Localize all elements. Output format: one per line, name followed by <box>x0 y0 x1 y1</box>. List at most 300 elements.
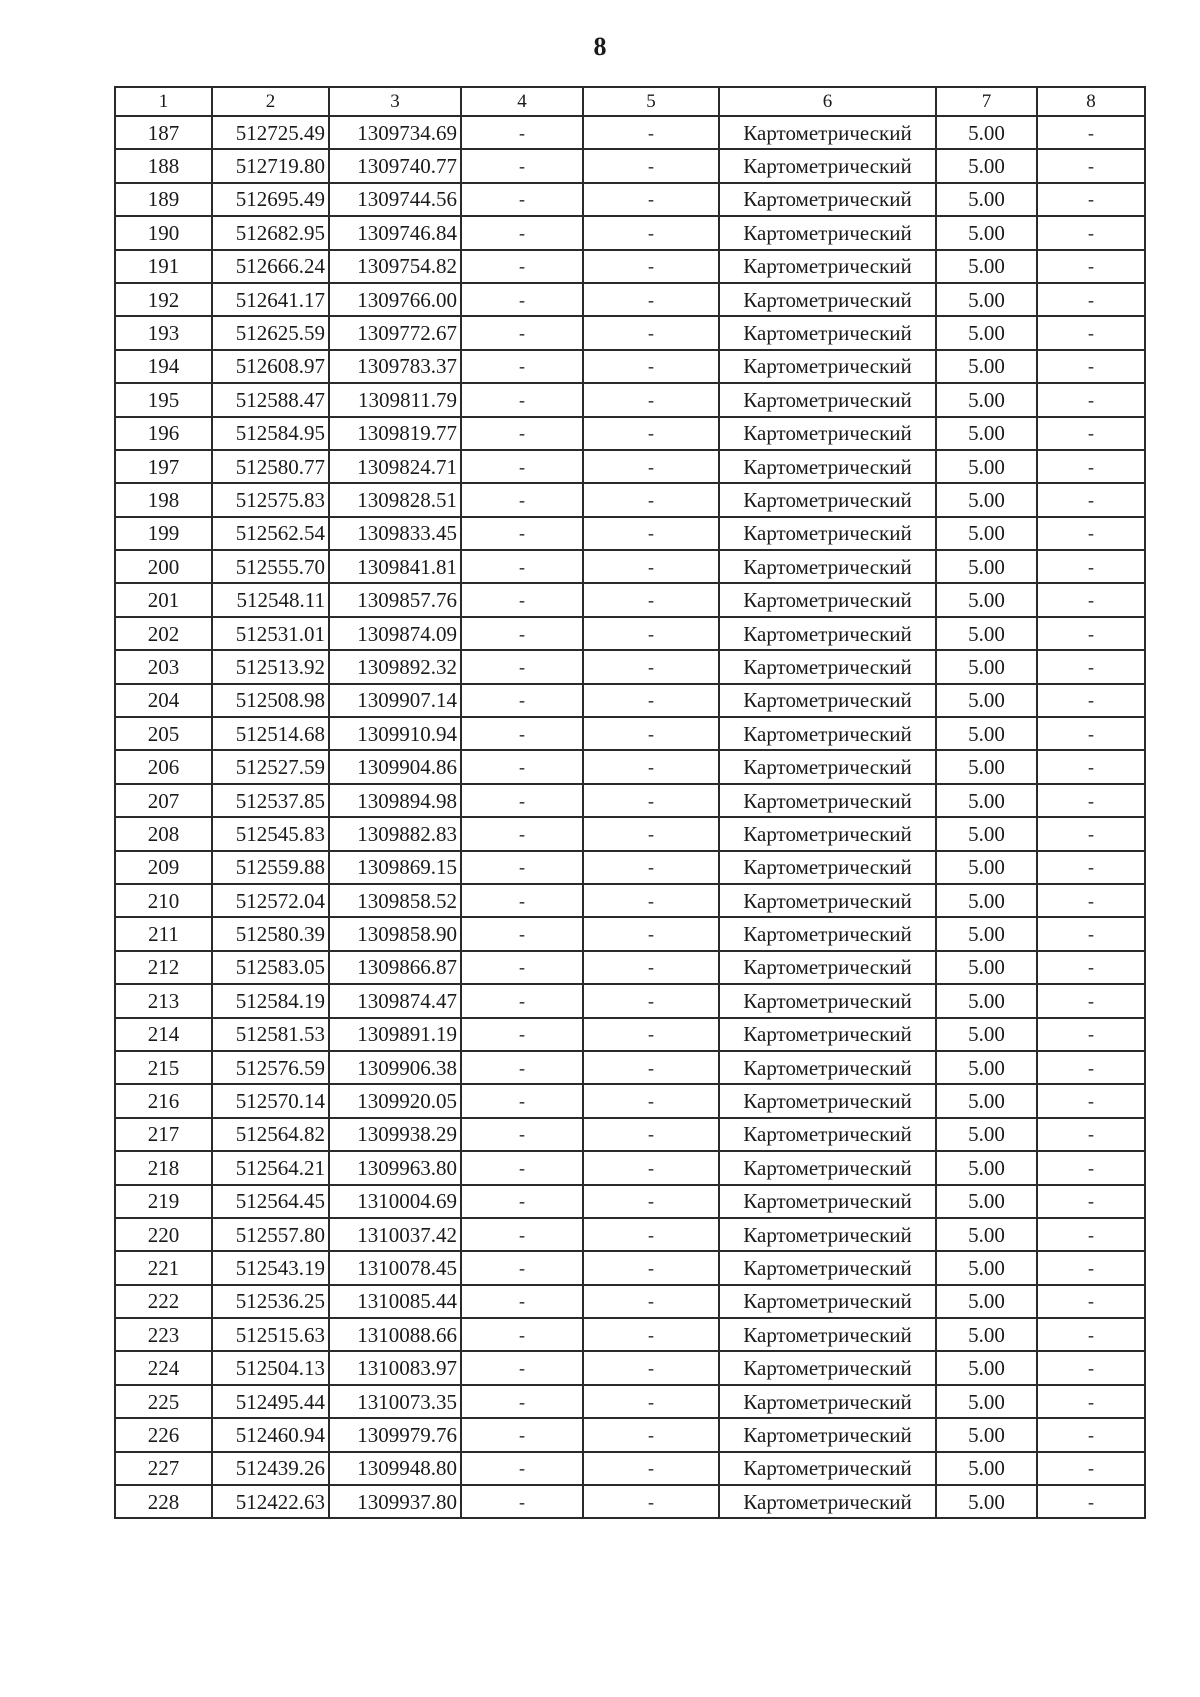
table-cell-col-1: 227 <box>115 1452 212 1485</box>
table-cell-col-7: 5.00 <box>936 1251 1037 1284</box>
table-cell-col-7: 5.00 <box>936 116 1037 149</box>
table-cell-col-4: - <box>461 1151 583 1184</box>
table-cell-col-4: - <box>461 1351 583 1384</box>
table-cell-col-1: 219 <box>115 1185 212 1218</box>
table-cell-col-3: 1309841.81 <box>329 550 461 583</box>
coordinates-table <box>114 86 1146 1519</box>
table-cell-col-6: Картометрический <box>719 1318 936 1351</box>
table-cell-col-7: 5.00 <box>936 1452 1037 1485</box>
table-cell-col-4: - <box>461 383 583 416</box>
table-cell-col-2: 512514.68 <box>212 717 329 750</box>
table-cell-col-4: - <box>461 550 583 583</box>
table-cell-col-5: - <box>583 617 719 650</box>
table-cell-col-8: - <box>1037 984 1145 1017</box>
table-cell-col-5: - <box>583 1118 719 1151</box>
table-cell-col-8: - <box>1037 350 1145 383</box>
table-cell-col-1: 218 <box>115 1151 212 1184</box>
table-cell-col-1: 202 <box>115 617 212 650</box>
table-cell-col-5: - <box>583 984 719 1017</box>
table-cell-col-6: Картометрический <box>719 583 936 616</box>
table-cell-col-1: 222 <box>115 1285 212 1318</box>
table-cell-col-7: 5.00 <box>936 817 1037 850</box>
table-cell-col-8: - <box>1037 250 1145 283</box>
table-row <box>115 784 1145 817</box>
table-cell-col-5: - <box>583 450 719 483</box>
table-cell-col-1: 225 <box>115 1385 212 1418</box>
table-cell-col-6: Картометрический <box>719 250 936 283</box>
table-cell-col-5: - <box>583 851 719 884</box>
table-cell-col-5: - <box>583 583 719 616</box>
table-cell-col-3: 1309857.76 <box>329 583 461 616</box>
table-cell-col-5: - <box>583 884 719 917</box>
table-cell-col-3: 1309979.76 <box>329 1418 461 1451</box>
table-cell-col-3: 1310085.44 <box>329 1285 461 1318</box>
table-cell-col-5: - <box>583 750 719 783</box>
table-cell-col-8: - <box>1037 517 1145 550</box>
table-cell-col-7: 5.00 <box>936 450 1037 483</box>
table-cell-col-1: 212 <box>115 951 212 984</box>
table-cell-col-4: - <box>461 350 583 383</box>
table-row <box>115 717 1145 750</box>
table-cell-col-4: - <box>461 617 583 650</box>
table-cell-col-4: - <box>461 1051 583 1084</box>
table-cell-col-8: - <box>1037 283 1145 316</box>
table-cell-col-4: - <box>461 1285 583 1318</box>
table-cell-col-7: 5.00 <box>936 617 1037 650</box>
table-cell-col-6: Картометрический <box>719 1118 936 1151</box>
table-cell-col-2: 512575.83 <box>212 483 329 516</box>
table-cell-col-5: - <box>583 1452 719 1485</box>
table-cell-col-2: 512572.04 <box>212 884 329 917</box>
table-cell-col-5: - <box>583 1385 719 1418</box>
table-cell-col-3: 1309824.71 <box>329 450 461 483</box>
table-cell-col-3: 1309754.82 <box>329 250 461 283</box>
table-cell-col-1: 209 <box>115 851 212 884</box>
table-cell-col-5: - <box>583 1251 719 1284</box>
table-cell-col-8: - <box>1037 1318 1145 1351</box>
table-cell-col-7: 5.00 <box>936 1018 1037 1051</box>
table-cell-col-3: 1309744.56 <box>329 183 461 216</box>
table-row <box>115 1251 1145 1284</box>
table-cell-col-8: - <box>1037 851 1145 884</box>
table-cell-col-7: 5.00 <box>936 984 1037 1017</box>
table-row <box>115 1418 1145 1451</box>
table-cell-col-2: 512580.77 <box>212 450 329 483</box>
table-cell-col-6: Картометрический <box>719 116 936 149</box>
table-cell-col-8: - <box>1037 1452 1145 1485</box>
table-cell-col-6: Картометрический <box>719 750 936 783</box>
table-cell-col-3: 1309783.37 <box>329 350 461 383</box>
table-cell-col-1: 224 <box>115 1351 212 1384</box>
table-cell-col-6: Картометрический <box>719 851 936 884</box>
table-cell-col-4: - <box>461 750 583 783</box>
table-cell-col-6: Картометрический <box>719 784 936 817</box>
table-cell-col-5: - <box>583 1285 719 1318</box>
table-cell-col-3: 1309869.15 <box>329 851 461 884</box>
table-cell-col-5: - <box>583 1018 719 1051</box>
table-cell-col-6: Картометрический <box>719 884 936 917</box>
table-cell-col-1: 197 <box>115 450 212 483</box>
table-cell-col-2: 512584.19 <box>212 984 329 1017</box>
table-cell-col-4: - <box>461 984 583 1017</box>
table-cell-col-1: 210 <box>115 884 212 917</box>
table-cell-col-6: Картометрический <box>719 1251 936 1284</box>
table-cell-col-5: - <box>583 116 719 149</box>
column-header-2: 2 <box>212 87 329 116</box>
table-cell-col-8: - <box>1037 917 1145 950</box>
table-cell-col-2: 512641.17 <box>212 283 329 316</box>
table-cell-col-6: Картометрический <box>719 383 936 416</box>
table-cell-col-8: - <box>1037 149 1145 182</box>
table-cell-col-2: 512495.44 <box>212 1385 329 1418</box>
table-cell-col-6: Картометрический <box>719 1185 936 1218</box>
table-cell-col-3: 1309891.19 <box>329 1018 461 1051</box>
table-cell-col-2: 512584.95 <box>212 417 329 450</box>
table-cell-col-2: 512545.83 <box>212 817 329 850</box>
table-cell-col-8: - <box>1037 550 1145 583</box>
table-cell-col-4: - <box>461 1452 583 1485</box>
table-cell-col-3: 1309858.90 <box>329 917 461 950</box>
table-cell-col-6: Картометрический <box>719 1084 936 1117</box>
table-cell-col-5: - <box>583 650 719 683</box>
table-cell-col-3: 1310037.42 <box>329 1218 461 1251</box>
table-cell-col-7: 5.00 <box>936 417 1037 450</box>
table-row <box>115 851 1145 884</box>
table-cell-col-4: - <box>461 316 583 349</box>
table-cell-col-3: 1309938.29 <box>329 1118 461 1151</box>
table-cell-col-5: - <box>583 183 719 216</box>
table-cell-col-8: - <box>1037 1185 1145 1218</box>
table-cell-col-2: 512564.21 <box>212 1151 329 1184</box>
table-cell-col-6: Картометрический <box>719 450 936 483</box>
table-cell-col-4: - <box>461 1385 583 1418</box>
table-cell-col-6: Картометрический <box>719 984 936 1017</box>
table-cell-col-8: - <box>1037 1285 1145 1318</box>
table-cell-col-3: 1309948.80 <box>329 1452 461 1485</box>
table-cell-col-7: 5.00 <box>936 784 1037 817</box>
table-cell-col-1: 195 <box>115 383 212 416</box>
table-cell-col-2: 512504.13 <box>212 1351 329 1384</box>
table-cell-col-1: 214 <box>115 1018 212 1051</box>
table-cell-col-8: - <box>1037 1018 1145 1051</box>
table-cell-col-6: Картометрический <box>719 483 936 516</box>
table-cell-col-6: Картометрический <box>719 684 936 717</box>
column-header-1: 1 <box>115 87 212 116</box>
table-cell-col-8: - <box>1037 383 1145 416</box>
table-cell-col-4: - <box>461 1185 583 1218</box>
table-cell-col-4: - <box>461 483 583 516</box>
table-cell-col-6: Картометрический <box>719 1285 936 1318</box>
table-cell-col-7: 5.00 <box>936 1485 1037 1518</box>
table-cell-col-6: Картометрический <box>719 183 936 216</box>
table-cell-col-2: 512576.59 <box>212 1051 329 1084</box>
table-row <box>115 1318 1145 1351</box>
table-cell-col-5: - <box>583 517 719 550</box>
table-row <box>115 884 1145 917</box>
table-cell-col-6: Картометрический <box>719 1218 936 1251</box>
table-cell-col-5: - <box>583 550 719 583</box>
table-cell-col-7: 5.00 <box>936 684 1037 717</box>
table-cell-col-7: 5.00 <box>936 951 1037 984</box>
table-cell-col-7: 5.00 <box>936 350 1037 383</box>
table-cell-col-7: 5.00 <box>936 383 1037 416</box>
table-cell-col-6: Картометрический <box>719 1051 936 1084</box>
table-cell-col-4: - <box>461 1018 583 1051</box>
table-cell-col-2: 512543.19 <box>212 1251 329 1284</box>
table-cell-col-2: 512460.94 <box>212 1418 329 1451</box>
column-header-3: 3 <box>329 87 461 116</box>
table-cell-col-5: - <box>583 1418 719 1451</box>
table-row <box>115 1051 1145 1084</box>
table-cell-col-3: 1309740.77 <box>329 149 461 182</box>
table-cell-col-3: 1309833.45 <box>329 517 461 550</box>
table-row <box>115 1452 1145 1485</box>
column-header-7: 7 <box>936 87 1037 116</box>
table-cell-col-4: - <box>461 1251 583 1284</box>
table-cell-col-2: 512625.59 <box>212 316 329 349</box>
table-row <box>115 1385 1145 1418</box>
table-cell-col-1: 206 <box>115 750 212 783</box>
table-row <box>115 583 1145 616</box>
table-cell-col-8: - <box>1037 417 1145 450</box>
table-cell-col-1: 216 <box>115 1084 212 1117</box>
table-cell-col-1: 217 <box>115 1118 212 1151</box>
table-cell-col-6: Картометрический <box>719 316 936 349</box>
table-cell-col-1: 203 <box>115 650 212 683</box>
table-cell-col-6: Картометрический <box>719 951 936 984</box>
table-cell-col-4: - <box>461 450 583 483</box>
table-cell-col-8: - <box>1037 1151 1145 1184</box>
table-cell-col-3: 1310083.97 <box>329 1351 461 1384</box>
table-cell-col-3: 1309858.52 <box>329 884 461 917</box>
page-number: 8 <box>593 32 607 61</box>
table-cell-col-6: Картометрический <box>719 817 936 850</box>
table-cell-col-5: - <box>583 216 719 249</box>
table-cell-col-5: - <box>583 1218 719 1251</box>
table-row <box>115 1084 1145 1117</box>
table-cell-col-8: - <box>1037 450 1145 483</box>
table-cell-col-8: - <box>1037 1418 1145 1451</box>
table-cell-col-7: 5.00 <box>936 917 1037 950</box>
table-cell-col-7: 5.00 <box>936 216 1037 249</box>
table-row <box>115 617 1145 650</box>
table-body <box>115 116 1145 1518</box>
table-cell-col-6: Картометрический <box>719 283 936 316</box>
table-cell-col-6: Картометрический <box>719 917 936 950</box>
table-cell-col-5: - <box>583 1051 719 1084</box>
table-cell-col-3: 1310088.66 <box>329 1318 461 1351</box>
table-cell-col-8: - <box>1037 1084 1145 1117</box>
table-cell-col-4: - <box>461 149 583 182</box>
table-cell-col-2: 512564.45 <box>212 1185 329 1218</box>
table-cell-col-2: 512666.24 <box>212 250 329 283</box>
table-cell-col-5: - <box>583 1185 719 1218</box>
table-cell-col-4: - <box>461 684 583 717</box>
table-cell-col-2: 512557.80 <box>212 1218 329 1251</box>
table-row <box>115 1218 1145 1251</box>
table-cell-col-1: 215 <box>115 1051 212 1084</box>
table-cell-col-6: Картометрический <box>719 1151 936 1184</box>
table-cell-col-6: Картометрический <box>719 1452 936 1485</box>
table-cell-col-2: 512548.11 <box>212 583 329 616</box>
table-cell-col-3: 1309866.87 <box>329 951 461 984</box>
table-cell-col-3: 1309892.32 <box>329 650 461 683</box>
table-cell-col-6: Картометрический <box>719 1418 936 1451</box>
table-cell-col-8: - <box>1037 1218 1145 1251</box>
table-cell-col-2: 512559.88 <box>212 851 329 884</box>
table-cell-col-1: 198 <box>115 483 212 516</box>
table-cell-col-2: 512608.97 <box>212 350 329 383</box>
table-cell-col-6: Картометрический <box>719 216 936 249</box>
table-cell-col-4: - <box>461 1084 583 1117</box>
table-cell-col-3: 1309963.80 <box>329 1151 461 1184</box>
table-row <box>115 450 1145 483</box>
table-cell-col-8: - <box>1037 884 1145 917</box>
table-cell-col-2: 512581.53 <box>212 1018 329 1051</box>
table-cell-col-6: Картометрический <box>719 717 936 750</box>
table-cell-col-4: - <box>461 1218 583 1251</box>
table-row <box>115 350 1145 383</box>
table-cell-col-7: 5.00 <box>936 183 1037 216</box>
table-cell-col-7: 5.00 <box>936 1385 1037 1418</box>
table-cell-col-2: 512555.70 <box>212 550 329 583</box>
column-header-8: 8 <box>1037 87 1145 116</box>
table-cell-col-5: - <box>583 951 719 984</box>
table-cell-col-7: 5.00 <box>936 149 1037 182</box>
table-cell-col-8: - <box>1037 1385 1145 1418</box>
table-cell-col-4: - <box>461 283 583 316</box>
table-cell-col-7: 5.00 <box>936 1185 1037 1218</box>
table-cell-col-2: 512564.82 <box>212 1118 329 1151</box>
table-cell-col-4: - <box>461 717 583 750</box>
table-cell-col-6: Картометрический <box>719 1385 936 1418</box>
table-cell-col-2: 512719.80 <box>212 149 329 182</box>
table-cell-col-5: - <box>583 817 719 850</box>
table-cell-col-5: - <box>583 383 719 416</box>
table-cell-col-8: - <box>1037 617 1145 650</box>
table-cell-col-3: 1309811.79 <box>329 383 461 416</box>
table-cell-col-7: 5.00 <box>936 884 1037 917</box>
table-cell-col-5: - <box>583 350 719 383</box>
table-cell-col-1: 208 <box>115 817 212 850</box>
table-cell-col-1: 213 <box>115 984 212 1017</box>
table-cell-col-7: 5.00 <box>936 1218 1037 1251</box>
table-cell-col-1: 207 <box>115 784 212 817</box>
table-cell-col-2: 512725.49 <box>212 116 329 149</box>
table-cell-col-8: - <box>1037 1118 1145 1151</box>
table-cell-col-4: - <box>461 250 583 283</box>
table-cell-col-1: 221 <box>115 1251 212 1284</box>
table-cell-col-8: - <box>1037 750 1145 783</box>
table-cell-col-8: - <box>1037 951 1145 984</box>
table-cell-col-2: 512439.26 <box>212 1452 329 1485</box>
table-row <box>115 550 1145 583</box>
table-cell-col-6: Картометрический <box>719 550 936 583</box>
table-cell-col-7: 5.00 <box>936 1151 1037 1184</box>
table-cell-col-8: - <box>1037 1251 1145 1284</box>
table-cell-col-5: - <box>583 1151 719 1184</box>
table-row <box>115 1485 1145 1518</box>
table-cell-col-4: - <box>461 951 583 984</box>
table-cell-col-5: - <box>583 417 719 450</box>
table-cell-col-2: 512695.49 <box>212 183 329 216</box>
table-cell-col-5: - <box>583 784 719 817</box>
table-cell-col-7: 5.00 <box>936 717 1037 750</box>
table-cell-col-7: 5.00 <box>936 1285 1037 1318</box>
column-header-4: 4 <box>461 87 583 116</box>
table-cell-col-4: - <box>461 517 583 550</box>
table-cell-col-3: 1309874.47 <box>329 984 461 1017</box>
table-cell-col-7: 5.00 <box>936 1318 1037 1351</box>
table-cell-col-3: 1309874.09 <box>329 617 461 650</box>
table-cell-col-7: 5.00 <box>936 1418 1037 1451</box>
table-cell-col-6: Картометрический <box>719 617 936 650</box>
table-cell-col-8: - <box>1037 817 1145 850</box>
table-cell-col-3: 1309906.38 <box>329 1051 461 1084</box>
table-row <box>115 1018 1145 1051</box>
table-cell-col-4: - <box>461 1485 583 1518</box>
table-row <box>115 517 1145 550</box>
table-cell-col-1: 191 <box>115 250 212 283</box>
table-row <box>115 1118 1145 1151</box>
table-cell-col-7: 5.00 <box>936 550 1037 583</box>
table-cell-col-1: 188 <box>115 149 212 182</box>
table-cell-col-1: 211 <box>115 917 212 950</box>
table-row <box>115 316 1145 349</box>
table-cell-col-1: 192 <box>115 283 212 316</box>
table-cell-col-6: Картометрический <box>719 149 936 182</box>
table-cell-col-8: - <box>1037 650 1145 683</box>
table-cell-col-7: 5.00 <box>936 1118 1037 1151</box>
table-cell-col-3: 1309766.00 <box>329 283 461 316</box>
table-cell-col-3: 1310004.69 <box>329 1185 461 1218</box>
table-cell-col-7: 5.00 <box>936 517 1037 550</box>
table-cell-col-2: 512588.47 <box>212 383 329 416</box>
table-cell-col-7: 5.00 <box>936 316 1037 349</box>
table-cell-col-5: - <box>583 917 719 950</box>
table-cell-col-1: 199 <box>115 517 212 550</box>
table-row <box>115 417 1145 450</box>
table-cell-col-1: 205 <box>115 717 212 750</box>
table-cell-col-2: 512422.63 <box>212 1485 329 1518</box>
table-cell-col-8: - <box>1037 316 1145 349</box>
table-cell-col-4: - <box>461 884 583 917</box>
table-cell-col-1: 201 <box>115 583 212 616</box>
table-cell-col-5: - <box>583 717 719 750</box>
table-cell-col-6: Картометрический <box>719 417 936 450</box>
table-cell-col-5: - <box>583 250 719 283</box>
table-row <box>115 183 1145 216</box>
table-cell-col-3: 1309907.14 <box>329 684 461 717</box>
table-cell-col-2: 512682.95 <box>212 216 329 249</box>
table-row <box>115 917 1145 950</box>
table-cell-col-3: 1309819.77 <box>329 417 461 450</box>
table-cell-col-4: - <box>461 917 583 950</box>
table-cell-col-3: 1310073.35 <box>329 1385 461 1418</box>
table-cell-col-4: - <box>461 216 583 249</box>
table-cell-col-8: - <box>1037 483 1145 516</box>
table-cell-col-8: - <box>1037 183 1145 216</box>
table-cell-col-2: 512527.59 <box>212 750 329 783</box>
table-cell-col-1: 194 <box>115 350 212 383</box>
table-cell-col-5: - <box>583 483 719 516</box>
table-row <box>115 1185 1145 1218</box>
table-cell-col-2: 512531.01 <box>212 617 329 650</box>
table-row <box>115 1151 1145 1184</box>
table-cell-col-8: - <box>1037 784 1145 817</box>
table-cell-col-5: - <box>583 316 719 349</box>
table-cell-col-4: - <box>461 1118 583 1151</box>
